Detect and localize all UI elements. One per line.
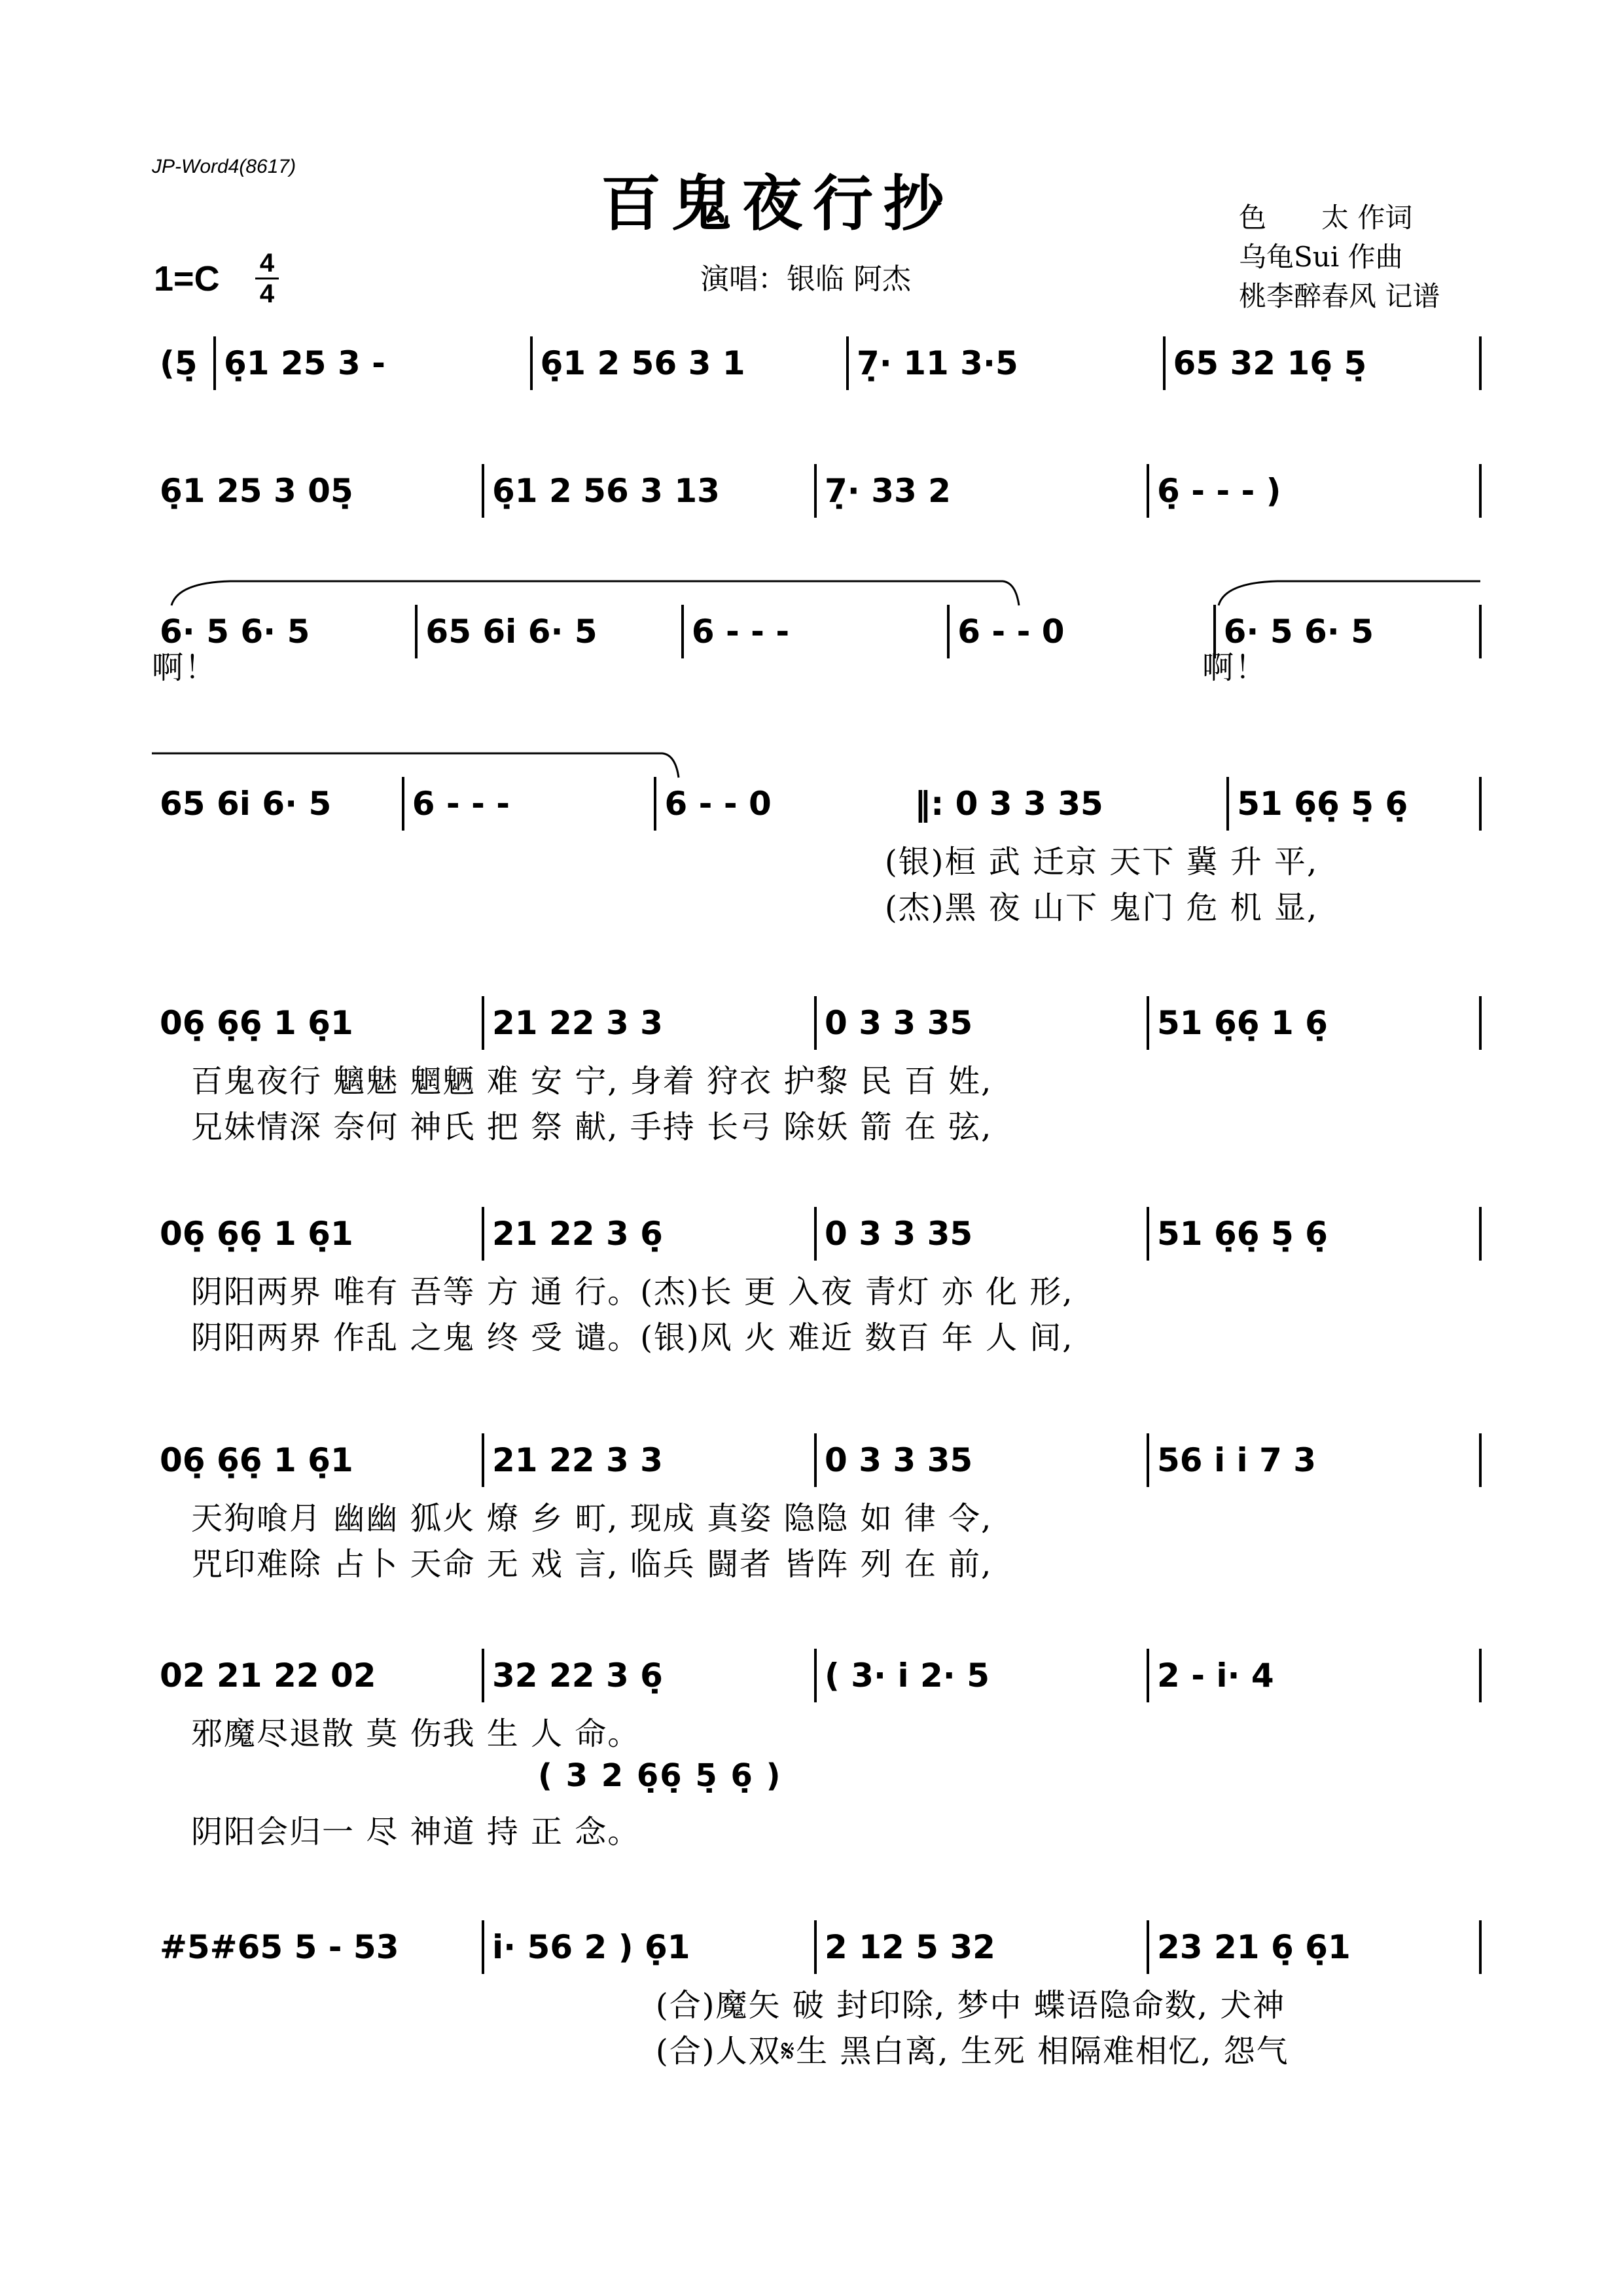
lyric-line-2 [656,2026,1482,2071]
barline [1479,1207,1482,1261]
notes: 51 6̣6̣ 5̣ 6̣ [1157,1215,1328,1253]
barline [1479,996,1482,1050]
lyric-text: (合)魔矢 破 封印除, 梦中 蝶语隐命数, 犬神 [656,1987,1286,2024]
lyric-ah: 啊！ [152,649,218,686]
measure [1166,344,1480,382]
measure [817,1215,1147,1253]
notes: 6̣1 2 56 3 13 [492,472,720,510]
lyric-line-2 [191,1102,1521,1147]
barline [1479,1649,1482,1702]
music-line [152,1918,1482,1977]
lyric-text: 天狗喰月 幽幽 狐火 燎 乡 町, 现成 真姿 隐隐 如 律 令, [191,1500,993,1537]
notes: ( 3· i 2· 5 [825,1657,990,1695]
measure [404,785,654,823]
lyric-text: 邪魔尽退散 莫 伤我 生 人 命。 [191,1715,641,1752]
music-line [152,1646,1482,1705]
measure [152,472,482,510]
notes: 6̣1 25 3 - [224,344,385,382]
notes: 6̣1 2 56 3 1 [540,344,745,382]
notes: 7̣· 11 3·5 [857,344,1018,382]
music-line [152,1204,1482,1263]
lyric-text: (银)桓 武 迁京 天下 冀 升 平, [885,844,1319,880]
lyric-text: 阴阳会归一 尽 神道 持 正 念。 [191,1814,641,1850]
measure [152,1657,482,1695]
music-line [152,1431,1482,1490]
notes: ‖: 0 3 3 35 [914,785,1103,823]
lyric-line-1 [656,1980,1482,2025]
time-top: 4 [259,249,275,278]
measure [906,785,1226,823]
measure [1149,1657,1479,1695]
notes: 21 22 3 3 [492,1004,663,1042]
measure [817,1004,1147,1042]
notes: 06̣ 6̣6̣ 1 6̣1 [160,1004,353,1042]
notes: 0 3 3 35 [825,1441,973,1479]
lyric-line-2 [191,1539,1521,1584]
music-line [152,602,1482,661]
barline [1479,464,1482,518]
composer: 乌龟Sui 作曲 [1239,241,1403,273]
notes: 06̣ 6̣6̣ 1 6̣1 [160,1215,353,1253]
notes: 6̣1 25 3 05̣ [160,472,353,510]
measure [152,344,213,382]
music-line [152,994,1482,1052]
barline [1479,336,1482,390]
notes: 7̣· 33 2 [825,472,951,510]
notes: 6 - - - [691,613,790,651]
music-line [152,461,1482,520]
notes: 65 6i 6· 5 [425,613,597,651]
measure [216,344,530,382]
measure [484,1928,814,1966]
lyric-line-2 [885,882,1482,927]
measure [684,613,947,651]
measure [152,1004,482,1042]
measure [484,1215,814,1253]
lyric-text: 兄妹情深 奈何 神氏 把 祭 献, 手持 长弓 除妖 箭 在 弦, [191,1109,993,1145]
notes: 0 3 3 35 [825,1004,973,1042]
time-signature [255,250,279,307]
lyric-text: 百鬼夜行 魑魅 魍魉 难 安 宁, 身着 狩衣 护黎 民 百 姓, [191,1063,993,1100]
measure [484,1004,814,1042]
lyric-line-insert [538,1757,1623,1794]
lyric-line-1 [191,1708,1521,1753]
barline [1479,605,1482,658]
notes: 6̣ - - - ) [1157,472,1281,510]
measure [1149,1928,1479,1966]
barline [1479,1920,1482,1974]
notes: 65 32 16̣ 5̣ [1173,344,1367,382]
singers: 演唱：银临 阿杰 [700,262,911,296]
lyric-text: 咒印难除 占卜 天命 无 戏 言, 临兵 闘者 皆阵 列 在 前, [191,1546,993,1583]
software-label: JP-Word4(8617) [152,156,296,177]
measure [533,344,847,382]
page-title: 百鬼夜行抄 [601,168,955,239]
lyricist: 色 太 作词 [1239,202,1413,234]
lyric-line-1 [885,836,1482,882]
lyric-text: (杰)黑 夜 山下 鬼门 危 机 显, [885,889,1319,926]
lyric-line-2 [191,1312,1521,1357]
measure [484,1657,814,1695]
lyric-text: (合)人双𝄋生 黑白离, 生死 相隔难相忆, 怨气 [656,2033,1289,2070]
notes: 51 6̣6̣ 1 6̣ [1157,1004,1328,1042]
lyric-line-1 [191,1493,1521,1538]
measure [950,613,1213,651]
measure [817,1441,1147,1479]
notes: 6 - - - [412,785,510,823]
notes: 02 21 22 02 [160,1657,376,1695]
lyric-text: 阴阳两界 唯有 吾等 方 通 行。(杰)长 更 入夜 青灯 亦 化 形, [191,1274,1074,1310]
transcriber: 桃李醉春风 记谱 [1239,280,1440,312]
measure [484,1441,814,1479]
lyric-line-1 [191,1056,1521,1101]
key-signature [154,259,220,299]
notes: 2 - i· 4 [1157,1657,1274,1695]
lyric-ah: 啊！ [1202,649,1268,686]
notes: 56 i i 7 3 [1157,1441,1317,1479]
notes: 6 - - 0 [664,785,772,823]
measure [656,785,906,823]
notes: 51 6̣6̣ 5̣ 6̣ [1237,785,1408,823]
measure [849,344,1163,382]
notes: 06̣ 6̣6̣ 1 6̣1 [160,1441,353,1479]
notes: 6· 5 6· 5 [1223,613,1374,651]
measure [152,1928,482,1966]
measure [152,1215,482,1253]
music-line [152,774,1482,833]
notes: 21 22 3 3 [492,1441,663,1479]
notes: i· 56 2 ) 6̣1 [492,1928,690,1966]
time-bottom: 4 [259,279,275,308]
measure [1229,785,1479,823]
measure [1149,1215,1479,1253]
notes: 2 12 5 32 [825,1928,995,1966]
notes: #5#65 5 - 53 [160,1928,399,1966]
measure [817,1657,1147,1695]
lyric-text: 阴阳两界 作乱 之鬼 终 受 谴。(银)风 火 难近 数百 年 人 间, [191,1319,1074,1356]
notes: 6 - - 0 [957,613,1065,651]
measure [152,1441,482,1479]
barline [1479,777,1482,831]
lyric-line-1 [191,1266,1521,1312]
measure [1149,1004,1479,1042]
notes: 21 22 3 6̣ [492,1215,663,1253]
measure [817,1928,1147,1966]
key-label: 1=C [154,259,220,298]
notes: 65 6i 6· 5 [160,785,332,823]
notes: (5̣ [160,344,198,382]
measure [1149,472,1479,510]
measure [418,613,681,651]
insert-notes: ( 3 2 6̣6̣ 5̣ 6̣ ) [538,1757,782,1794]
notes: 32 22 3 6̣ [492,1657,663,1695]
measure [484,472,814,510]
notes: 0 3 3 35 [825,1215,973,1253]
lyric-line-2 [191,1806,1521,1852]
notes: 6· 5 6· 5 [160,613,310,651]
barline [1479,1433,1482,1487]
notes: 23 21 6̣ 6̣1 [1157,1928,1351,1966]
measure [817,472,1147,510]
music-line [152,334,1482,393]
measure [1149,1441,1479,1479]
measure [152,785,402,823]
